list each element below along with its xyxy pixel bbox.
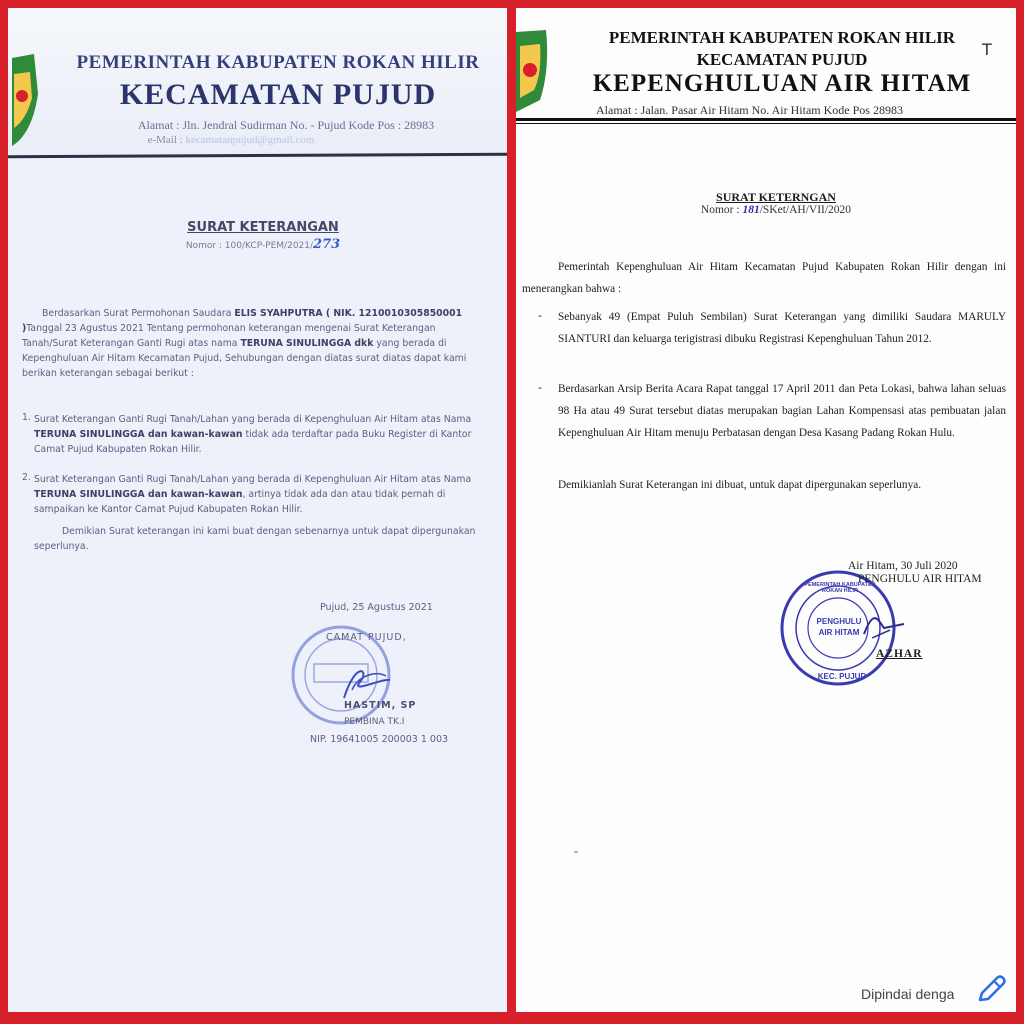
left-signatory-role: CAMAT PUJUD, (326, 632, 407, 643)
left-number-handwritten: 273 (313, 237, 341, 252)
right-address: Alamat : Jalan. Pasar Air Hitam No. Air Hitam Kode Pos 28983 (596, 103, 903, 117)
left-item-1-owner: TERUNA SINULINGGA dan kawan-kawan (34, 429, 243, 440)
left-p1-nik: ( NIK. 1210010305850001 ) (22, 308, 463, 334)
left-p1-text-a: Berdasarkan Surat Permohonan Saudara (42, 308, 235, 319)
left-signatory-name: HASTIM, SP (344, 700, 417, 711)
left-letter (8, 8, 507, 1012)
left-item-2-number: 2. (22, 472, 31, 483)
regency-emblem-icon (12, 54, 38, 146)
left-place-date: Pujud, 25 Agustus 2021 (320, 602, 433, 613)
left-p1-applicant: ELIS SYAHPUTRA (234, 308, 323, 319)
right-district-name: KECAMATAN PUJUD (696, 50, 868, 69)
right-signatory-name: AZHAR (876, 648, 923, 660)
regency-emblem-icon (516, 30, 550, 112)
left-signatory-rank: PEMBINA TK.I (344, 717, 405, 727)
left-email-label: e-Mail : (147, 134, 183, 146)
right-stamp-center-bottom: AIR HITAM (818, 628, 860, 637)
right-corner-mark: T (982, 40, 992, 59)
left-government-name: PEMERINTAH KABUPATEN ROKAN HILIR (76, 52, 480, 73)
right-number-prefix: Nomor : (700, 204, 743, 216)
left-item-1-number: 1. (22, 412, 31, 423)
right-item-1-bullet: - (538, 310, 542, 322)
left-item-2-owner: TERUNA SINULINGGA dan kawan-kawan (34, 489, 243, 500)
left-p1-text-c: yang berada di Kepenghuluan Air Hitam Kecamatan Pujud, Sehubungan dengan diatas surat diatas dapat kami berikan keterangan sebagai berikut : (22, 338, 467, 379)
right-place-date: Air Hitam, 30 Juli 2020 (848, 560, 958, 572)
left-item-1-text-a: Surat Keterangan Ganti Rugi Tanah/Lahan yang berada di Kepenghuluan Air Hitam atas Nama (34, 414, 472, 425)
right-signatory-role: PENGHULU AIR HITAM (858, 573, 982, 585)
left-item-2-text-a: Surat Keterangan Ganti Rugi Tanah/Lahan yang berada di Kepenghuluan Air Hitam atas Nama (34, 474, 472, 485)
right-letter (516, 8, 1016, 1012)
left-p1-owner: TERUNA SINULINGGA dkk (240, 338, 374, 349)
scanner-watermark-label: Dipindai denga (861, 986, 955, 1002)
left-district-name: KECAMATAN PUJUD (119, 78, 437, 111)
left-address: Alamat : Jln. Jendral Sudirman No. - Pujud Kode Pos : 28983 (137, 118, 435, 132)
left-email (66, 134, 396, 146)
left-item-1-text-b: tidak ada terdaftar pada Buku Register di Kantor Camat Pujud Kabupaten Rokan Hilir. (34, 429, 472, 455)
left-signatory-nip: NIP. 19641005 200003 1 003 (310, 734, 449, 745)
right-number-handwritten: 181 (742, 204, 760, 216)
left-item-2-text-b: , artinya tidak ada dan atau tidak pernah di sampaikan ke Kantor Camat Pujud Kabupaten Rokan Hilir. (34, 489, 446, 515)
right-intro: Pemerintah Kepenghuluan Air Hitam Kecamatan Pujud Kabupaten Rokan Hilir dengan ini menerangkan bahwa : (522, 261, 1006, 295)
left-letterhead (8, 8, 507, 158)
left-closing: Demikian Surat keterangan ini kami buat dengan sebenarnya untuk dapat dipergunakan seperlunya. (34, 526, 476, 552)
right-margin-mark: - (574, 844, 578, 858)
left-p1-text-b: Tanggal 23 Agustus 2021 Tentang permohonan keterangan mengenai Surat Keterangan Tanah/Surat Keterangan Ganti Rugi atas nama (22, 323, 436, 349)
right-village-name: KEPENGHULUAN AIR HITAM (592, 70, 972, 97)
left-email-value: kecamatanpujud@gmail.com (185, 134, 315, 146)
right-government-name: PEMERINTAH KABUPATEN ROKAN HILIR (608, 28, 956, 47)
left-letter-number (118, 237, 408, 252)
left-item-1 (34, 412, 492, 457)
right-number-suffix: /SKet/AH/VII/2020 (759, 204, 852, 216)
right-stamp-ring-text: PEMERINTAH KABUPATEN ROKAN HILIR (804, 582, 876, 594)
left-item-2 (34, 472, 492, 517)
left-paragraph-1 (22, 306, 492, 381)
right-header-rule-thick (516, 118, 1016, 121)
right-item-1: Sebanyak 49 (Empat Puluh Sembilan) Surat Keterangan yang dimiliki Saudara MARULY SIANTURI dan keluarga terigistrasi dibuku Registrasi Kepenghuluan Tahun 2012. (558, 311, 1006, 345)
left-letter-title: SURAT KETERANGAN (187, 220, 339, 235)
right-stamp-center-top: PENGHULU (816, 617, 862, 626)
right-closing: Demikianlah Surat Keterangan ini dibuat, untuk dapat dipergunakan seperlunya. (558, 479, 922, 491)
right-letter-number (636, 204, 916, 216)
right-header-rule-thin (516, 123, 1016, 124)
right-item-2: Berdasarkan Arsip Berita Acara Rapat tanggal 17 April 2011 dan Peta Lokasi, bahwa lahan seluas 98 Ha atau 49 Surat tersebut diatas merupakan bagian Lahan Kompensasi atas pembuatan jalan Kepenghuluan Air Hitam menuju Perbatasan dengan Desa Kasang Padang Rokan Hulu. (558, 383, 1006, 439)
pen-icon[interactable] (974, 972, 1008, 1006)
right-stamp-center (806, 616, 872, 638)
left-number-prefix: Nomor : 100/KCP-PEM/2021/ (185, 241, 314, 251)
right-stamp-bottom-text: KEC. PUJUD (817, 672, 867, 681)
right-letter-title: SURAT KETERNGAN (716, 190, 836, 204)
right-item-2-bullet: - (538, 382, 542, 394)
